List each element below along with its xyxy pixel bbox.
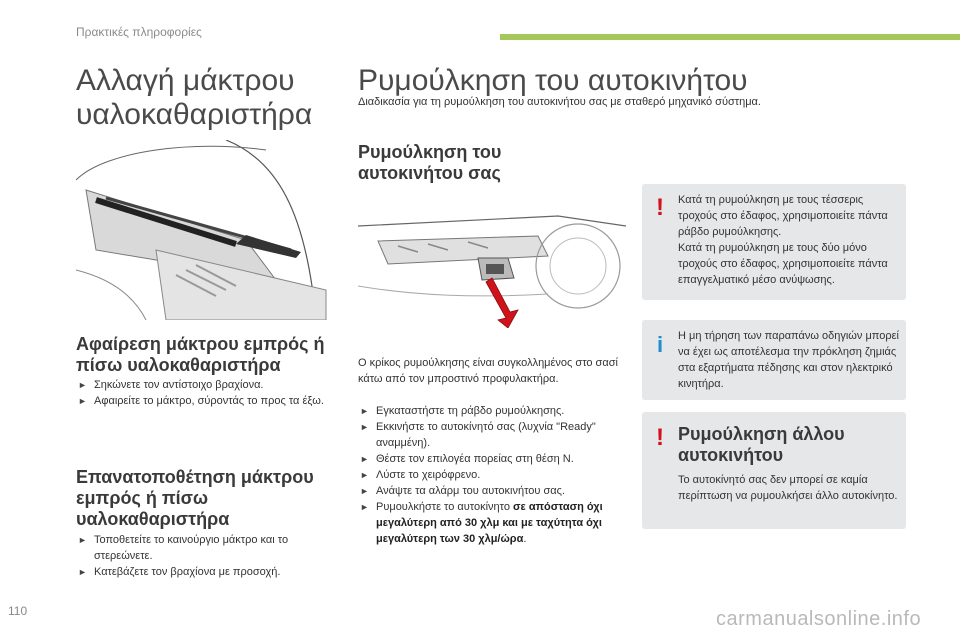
main-subtitle: Διαδικασία για τη ρυμούλκηση του αυτοκινήτου σας με σταθερό μηχανικό σύστημα. [358, 96, 761, 108]
warning-box-tow-other [642, 412, 906, 529]
tow-steps-list [358, 403, 626, 547]
tow-other-text: Το αυτοκίνητό σας δεν μπορεί σε καμία περίπτωση να ρυμουλκήσει άλλο αυτοκίνητο. [678, 474, 898, 502]
exclamation-icon: ! [656, 424, 664, 451]
arrow-bullet-icon: ► [360, 454, 369, 464]
arrow-bullet-icon: ► [78, 567, 87, 577]
remove-wiper-heading: Αφαίρεση μάκτρου εμπρός ή πίσω υαλοκαθαριστήρα [76, 334, 325, 375]
list-item: ► Αφαιρείτε το μάκτρο, σύροντάς το προς τα έξω. [78, 395, 324, 407]
list-item: ► Τοποθετείτε το καινούργιο μάκτρο και το στερεώνετε. [78, 534, 289, 562]
remove-wiper-list [76, 377, 336, 409]
tow-intro-text: Ο κρίκος ρυμούλκησης είναι συγκολλημένος στο σασί κάτω από τον μπροστινό προφυλακτήρα. [358, 357, 618, 385]
info-icon: i [656, 332, 664, 357]
tow-other-heading: Ρυμούλκηση άλλου αυτοκινήτου [678, 424, 845, 465]
list-item: ► Ανάψτε τα αλάρμ του αυτοκινήτου σας. [360, 485, 565, 497]
arrow-bullet-icon: ► [78, 396, 87, 406]
tow-your-car-heading: Ρυμούλκηση του αυτοκινήτου σας [358, 142, 502, 183]
arrow-bullet-icon: ► [360, 486, 369, 496]
list-item: ► Θέστε τον επιλογέα πορείας στη θέση N. [360, 453, 574, 465]
section-header: Πρακτικές πληροφορίες [76, 25, 202, 39]
warning-text: Κατά τη ρυμούλκηση με τους τέσσερις τροχούς στο έδαφος, χρησιμοποιείτε πάντα ράβδο ρυμούλκησης. Κατά τη ρυμούλκηση με τους δύο μόνο τροχούς στο έδαφος, χρησιμοποιείτε πάντα επαγγελματικό μέσο ανύψωσης. [678, 194, 888, 286]
list-item: ► Εγκαταστήστε τη ράβδο ρυμούλκησης. [360, 405, 565, 417]
tow-limits-text: σε απόσταση όχι μεγαλύτερη από 30 χλμ και με ταχύτητα όχι μεγαλύτερη των 30 χλμ/ώρα [376, 501, 603, 545]
wiper-illustration [76, 140, 328, 320]
arrow-bullet-icon: ► [78, 535, 87, 545]
warning-box-tow-bar [642, 184, 906, 300]
arrow-bullet-icon: ► [78, 380, 87, 390]
header-accent-bar [500, 34, 960, 40]
watermark: carmanualsonline.info [716, 608, 922, 630]
arrow-bullet-icon: ► [360, 470, 369, 480]
list-item: ► Ρυμουλκήστε το αυτοκίνητο σε απόσταση όχι μεγαλύτερη από 30 χλμ και με ταχύτητα όχι μεγαλύτερη των 30 χλμ/ώρα. [360, 501, 603, 545]
tow-hook-illustration [358, 186, 626, 328]
page-number: 110 [8, 604, 28, 618]
list-item: ► Λύστε το χειρόφρενο. [360, 469, 481, 481]
refit-wiper-heading: Επανατοποθέτηση μάκτρου εμπρός ή πίσω υαλοκαθαριστήρα [76, 467, 314, 529]
refit-wiper-list [76, 532, 336, 580]
info-box [642, 320, 906, 400]
list-item: ► Κατεβάζετε τον βραχίονα με προσοχή. [78, 566, 281, 578]
main-page-title: Ρυμούλκηση του αυτοκινήτου [358, 64, 748, 97]
list-item: ► Σηκώνετε τον αντίστοιχο βραχίονα. [78, 379, 264, 391]
arrow-bullet-icon: ► [360, 406, 369, 416]
info-text: Η μη τήρηση των παραπάνω οδηγιών μπορεί να έχει ως αποτέλεσμα την πρόκληση ζημιάς στα εξαρτήματα πέδησης και στον ηλεκτρικό κινητήρα. [678, 330, 899, 390]
list-item: ► Εκκινήστε το αυτοκίνητό σας (λυχνία "Ready" αναμμένη). [360, 421, 596, 449]
arrow-bullet-icon: ► [360, 502, 369, 512]
arrow-bullet-icon: ► [360, 422, 369, 432]
left-page-title: Αλλαγή μάκτρου υαλοκαθαριστήρα [76, 64, 313, 131]
exclamation-icon: ! [656, 194, 664, 221]
